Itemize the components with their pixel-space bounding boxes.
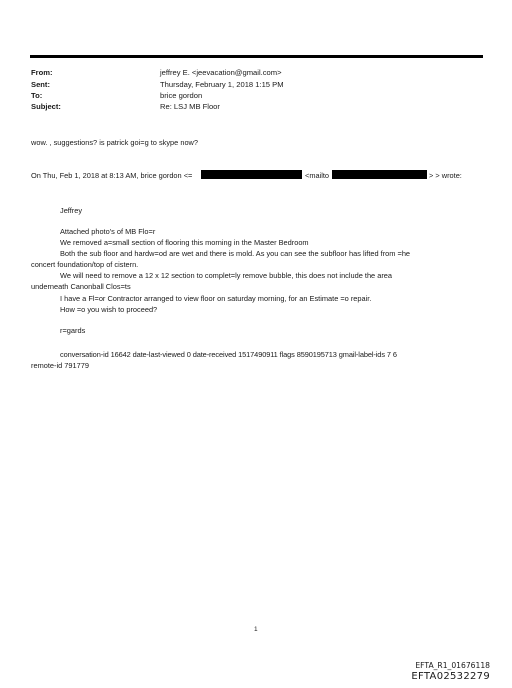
body-line: underneath Canonball Clos=ts [31,282,131,291]
bates-number-primary: EFTA_R1_01676118 [415,661,490,670]
body-line: I have a Fl=or Contractor arranged to view floor on saturday morning, for an Estimate =o repair. [60,294,372,303]
from-label: From: [31,68,53,77]
greeting: Jeffrey [60,206,83,215]
reply-text: wow. , suggestions? is patrick goi=g to skype now? [31,138,198,147]
metadata-line: conversation-id 16642 date-last-viewed 0 date-received 1517490911 flags 8590195713 gmail-label-ids 7 6 [60,350,397,359]
sent-label: Sent: [31,80,50,89]
subject-label: Subject: [31,102,61,111]
sent-value: Thursday, February 1, 2018 1:15 PM [160,80,284,89]
metadata-line: remote-id 791779 [31,361,89,370]
to-label: To: [31,91,43,100]
quote-mailto: <mailto [305,171,330,180]
body-line: How =o you wish to proceed? [60,305,158,314]
body-line: Both the sub floor and hardw=od are wet and there is mold. As you can see the subfloor has lifted from =he [60,249,411,258]
header-rule [30,55,483,58]
to-value: brice gordon [160,91,203,100]
body-line: We will need to remove a 12 x 12 section to complet=ly remove bubble, this does not include the area [60,271,393,280]
signoff: r=gards [60,326,86,335]
body-line: We removed a=small section of flooring this morning in the Master Bedroom [60,238,309,247]
bates-number-secondary: EFTA02532279 [411,671,490,682]
body-line: concert foundation/top of cistern. [31,260,139,269]
redaction-box [332,170,427,179]
body-line: Attached photo's of MB Flo=r [60,227,156,236]
quote-prefix: On Thu, Feb 1, 2018 at 8:13 AM, brice gordon <= [31,171,193,180]
page-number: 1 [254,626,258,633]
redaction-box [201,170,302,179]
from-value: jeffrey E. <jeevacation@gmail.com> [160,68,282,77]
quote-suffix: > > wrote: [429,171,462,180]
subject-value: Re: LSJ MB Floor [160,102,220,111]
